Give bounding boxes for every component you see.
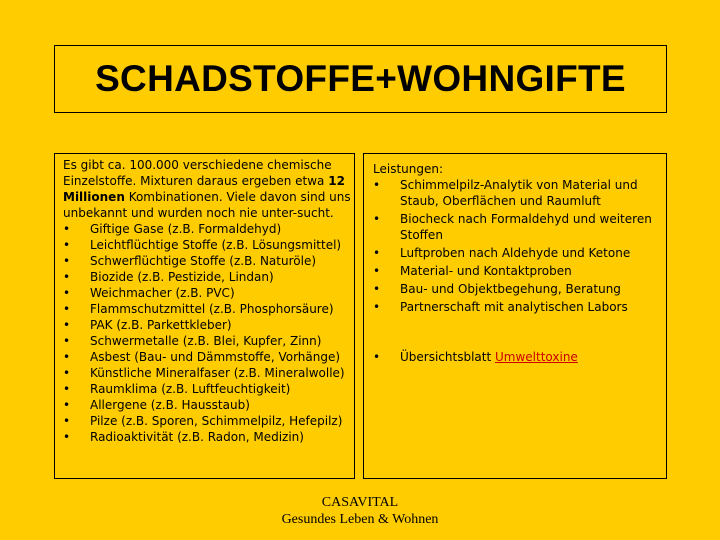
bullet-icon: •: [63, 398, 71, 412]
list-item: [373, 263, 666, 279]
list-item-text: Leichtflüchtige Stoffe (z.B. Lösungsmittel): [90, 238, 342, 252]
list-item-text: Schimmelpilz-Analytik von Material und Staub, Oberflächen und Raumluft: [400, 178, 638, 208]
list-item: [63, 317, 354, 333]
list-item-text: Radioaktivität (z.B. Radon, Medizin): [90, 430, 304, 444]
bullet-icon: •: [373, 264, 381, 278]
bullet-icon: •: [63, 238, 71, 252]
bullet-icon: •: [373, 350, 381, 364]
list-item: [63, 333, 354, 349]
overview-sheet-item: [373, 349, 666, 365]
list-item-text: Raumklima (z.B. Luftfeuchtigkeit): [90, 382, 291, 396]
services-heading: Leistungen:: [373, 162, 444, 176]
list-item-text: Schwerflüchtige Stoffe (z.B. Naturöle): [90, 254, 317, 268]
list-item: [63, 429, 354, 445]
list-item: [63, 365, 354, 381]
umwelttoxine-link[interactable]: Umwelttoxine: [495, 350, 578, 364]
bullet-icon: •: [63, 270, 71, 284]
company-name: CASAVITAL: [321, 495, 399, 510]
services-box: [363, 153, 667, 479]
list-item-text: Partnerschaft mit analytischen Labors: [400, 300, 628, 314]
list-item: [63, 253, 354, 269]
list-item: [373, 245, 666, 261]
bullet-icon: •: [63, 334, 71, 348]
list-item: [63, 285, 354, 301]
list-item-text: Giftige Gase (z.B. Formaldehyd): [90, 222, 282, 236]
intro-text-bold: 12 Millionen: [63, 174, 345, 204]
list-item: [373, 211, 666, 243]
list-item: [63, 221, 354, 237]
pollutants-list: [63, 221, 354, 445]
bullet-icon: •: [63, 222, 71, 236]
list-item-text: Schwermetalle (z.B. Blei, Kupfer, Zinn): [90, 334, 322, 348]
pollutants-box: [54, 153, 355, 479]
bullet-icon: •: [63, 430, 71, 444]
list-item-text: Künstliche Mineralfaser (z.B. Mineralwolle): [90, 366, 345, 380]
list-item-text: PAK (z.B. Parkettkleber): [90, 318, 232, 332]
list-item-text: Bau- und Objektbegehung, Beratung: [400, 282, 621, 296]
list-item: [373, 281, 666, 297]
bullet-icon: •: [63, 302, 71, 316]
list-item-text: Weichmacher (z.B. PVC): [90, 286, 235, 300]
page-title: SCHADSTOFFE+WOHNGIFTE: [95, 58, 626, 99]
bullet-icon: •: [63, 350, 71, 364]
bullet-icon: •: [373, 178, 381, 192]
list-item: [63, 397, 354, 413]
list-item-text: Biocheck nach Formaldehyd und weiteren Stoffen: [400, 212, 652, 242]
bullet-icon: •: [63, 382, 71, 396]
list-item-text: Flammschutzmittel (z.B. Phosphorsäure): [90, 302, 334, 316]
list-item: [63, 413, 354, 429]
list-item: [63, 301, 354, 317]
bullet-icon: •: [373, 212, 381, 226]
company-slogan: Gesundes Leben & Wohnen: [281, 512, 439, 527]
intro-text: [63, 157, 351, 221]
intro-text-part-1: Es gibt ca. 100.000 verschiedene chemische Einzelstoffe. Mixturen daraus ergeben etwa: [63, 158, 332, 188]
bullet-icon: •: [373, 300, 381, 314]
list-item: [373, 177, 666, 209]
list-item: [373, 299, 666, 315]
overview-sheet-label: Übersichtsblatt: [400, 350, 495, 364]
list-item: [63, 381, 354, 397]
list-item-text: Allergene (z.B. Hausstaub): [90, 398, 250, 412]
bullet-icon: •: [63, 366, 71, 380]
list-item-text: Biozide (z.B. Pestizide, Lindan): [90, 270, 274, 284]
list-item: [63, 269, 354, 285]
footer: [0, 494, 720, 528]
intro-text-part-2: Kombinationen. Viele davon sind uns unbekannt und wurden noch nie unter-sucht.: [63, 190, 351, 220]
list-item-text: Pilze (z.B. Sporen, Schimmelpilz, Hefepilz): [90, 414, 343, 428]
bullet-icon: •: [63, 286, 71, 300]
bullet-icon: •: [373, 282, 381, 296]
list-item-text: Asbest (Bau- und Dämmstoffe, Vorhänge): [90, 350, 341, 364]
bullet-icon: •: [373, 246, 381, 260]
list-item-text: Luftproben nach Aldehyde und Ketone: [400, 246, 631, 260]
services-list: [373, 177, 666, 365]
title-box: [54, 45, 667, 113]
list-item: [63, 349, 354, 365]
bullet-icon: •: [63, 318, 71, 332]
bullet-icon: •: [63, 254, 71, 268]
bullet-icon: •: [63, 414, 71, 428]
list-item-text: Material- und Kontaktproben: [400, 264, 572, 278]
list-item: [63, 237, 354, 253]
